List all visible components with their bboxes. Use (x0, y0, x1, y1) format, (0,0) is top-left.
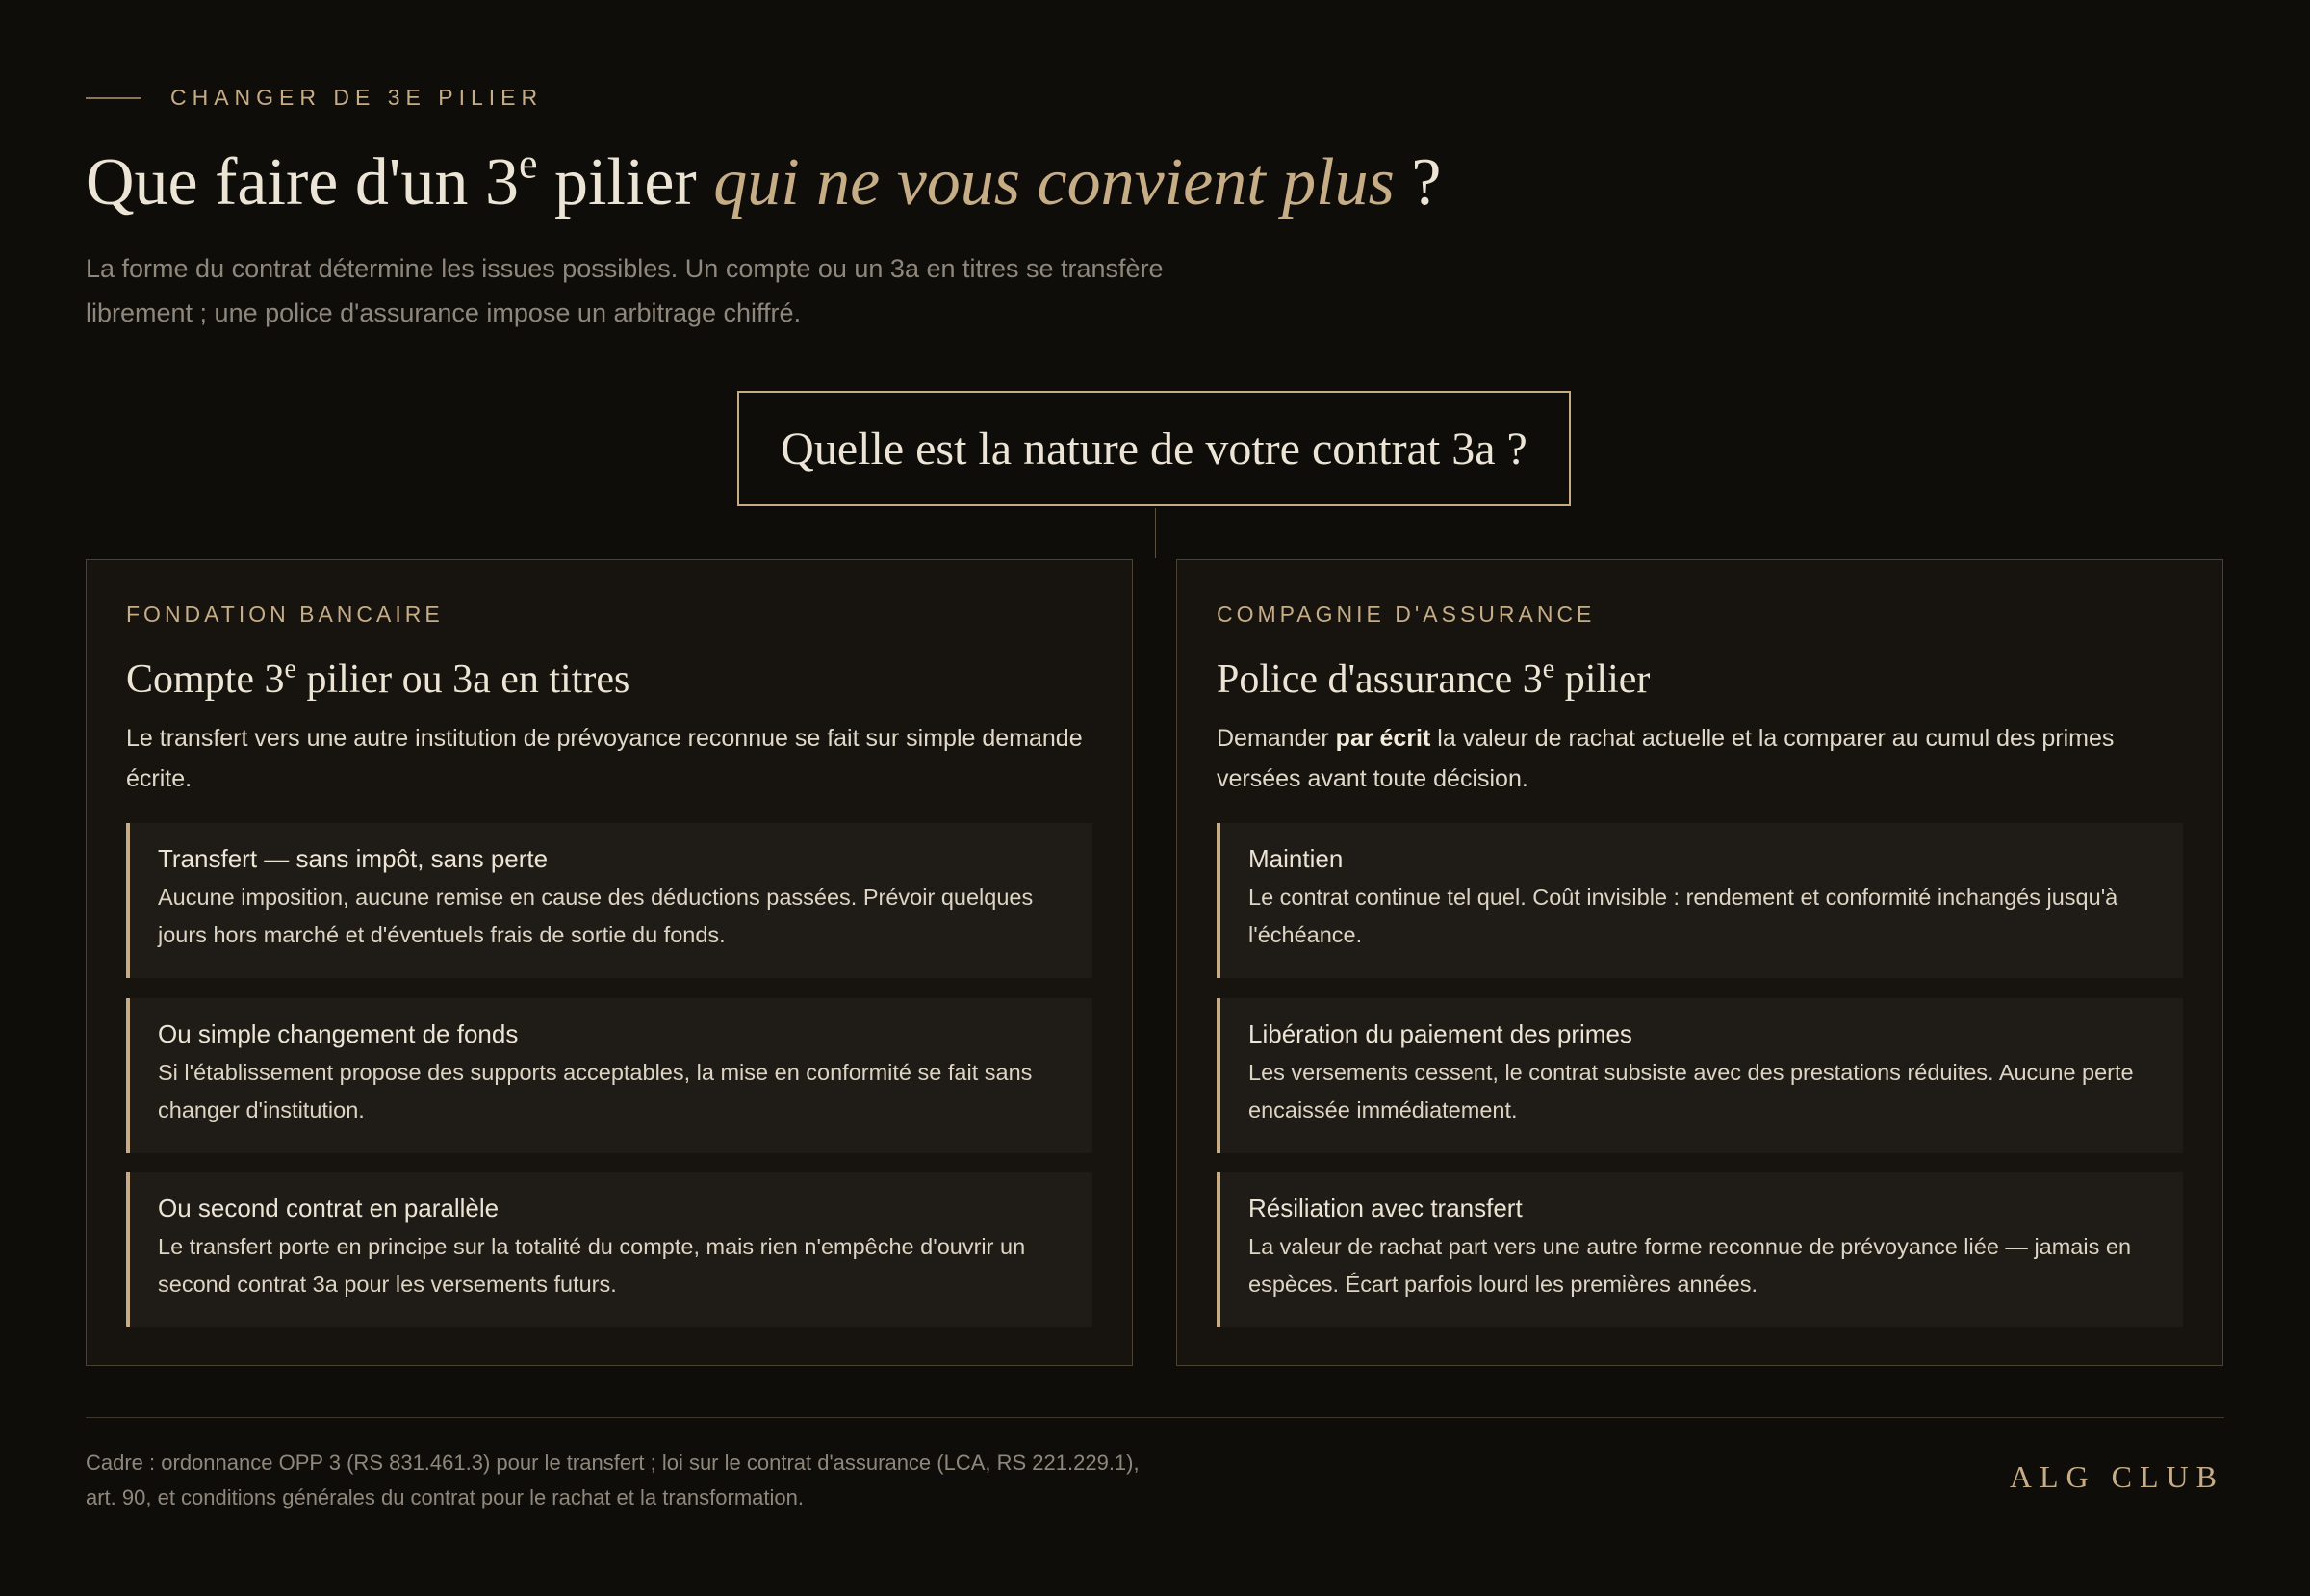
panel-title (126, 656, 629, 703)
title-superscript: e (518, 140, 538, 188)
option-description: La valeur de rachat part vers une autre forme reconnue de prévoyance liée — jamais en espèces. Écart parfois lourd les premières années. (1248, 1234, 2132, 1297)
footer-divider (86, 1417, 2224, 1418)
option-title: Ou simple changement de fonds (158, 1019, 519, 1048)
panel-title-superscript: e (284, 654, 296, 684)
option-card (126, 1172, 1092, 1327)
option-title: Résiliation avec transfert (1248, 1194, 1523, 1223)
eyebrow-rule (86, 97, 141, 99)
option-card (126, 823, 1092, 978)
eyebrow (86, 85, 543, 111)
option-card (1217, 998, 2183, 1153)
panel-title-tail: pilier ou 3a en titres (295, 657, 630, 702)
panel-kicker: COMPAGNIE D'ASSURANCE (1217, 602, 1596, 627)
option-description: Le transfert porte en principe sur la totalité du compte, mais rien n'empêche d'ouvrir un second contrat 3a pour les versements futurs. (158, 1234, 1026, 1297)
title-tail: ? (1394, 145, 1442, 219)
intro-text-post: la valeur de rachat actuelle et la comparer au cumul des primes versées avant toute décision. (1217, 725, 2115, 792)
eyebrow-label: CHANGER DE 3E PILIER (170, 85, 544, 110)
panel-bank-foundation (86, 559, 1133, 1366)
option-description: Aucune imposition, aucune remise en cause des déductions passées. Prévoir quelques jours hors marché et d'éventuels frais de sortie du fonds. (158, 885, 1034, 947)
option-title: Libération du paiement des primes (1248, 1019, 1632, 1048)
intro-text-pre: Demander (1217, 725, 1336, 752)
brand-logo: ALG CLUB (2009, 1459, 2224, 1494)
panel-title-tail: pilier (1554, 657, 1651, 702)
title-mid: pilier (537, 145, 714, 219)
panel-title (1217, 656, 1650, 703)
panel-intro: Le transfert vers une autre institution de prévoyance reconnue se fait sur simple demande écrite. (126, 725, 1083, 792)
page-title (86, 140, 1442, 221)
option-title: Transfert — sans impôt, sans perte (158, 844, 549, 873)
title-lead: Que faire d'un 3 (86, 145, 519, 219)
panel-insurance-company (1176, 559, 2223, 1366)
connector-line (1155, 508, 1156, 558)
footer-note: Cadre : ordonnance OPP 3 (RS 831.461.3) pour le transfert ; loi sur le contrat d'assurance (LCA, RS 221.229.1), art. 90, et conditions générales du contrat pour le rachat et la transformation. (86, 1451, 1140, 1509)
panel-title-lead: Police d'assurance 3 (1217, 657, 1543, 702)
option-card (1217, 823, 2183, 978)
option-description: Les versements cessent, le contrat subsiste avec des prestations réduites. Aucune perte encaissée immédiatement. (1248, 1060, 2134, 1122)
option-card (126, 998, 1092, 1153)
panel-kicker: FONDATION BANCAIRE (126, 602, 444, 627)
option-card (1217, 1172, 2183, 1327)
question-box: Quelle est la nature de votre contrat 3a ? (737, 391, 1571, 506)
panel-title-superscript: e (1542, 654, 1555, 684)
title-emphasis: qui ne vous convient plus (713, 145, 1395, 219)
option-title: Ou second contrat en parallèle (158, 1194, 500, 1223)
option-description: Si l'établissement propose des supports acceptables, la mise en conformité se fait sans changer d'institution. (158, 1060, 1033, 1122)
page-lede: La forme du contrat détermine les issues possibles. Un compte ou un 3a en titres se transfère librement ; une police d'assurance impose un arbitrage chiffré. (86, 254, 1164, 327)
panel-intro (1217, 718, 2179, 799)
intro-text-bold: par écrit (1335, 725, 1431, 752)
panel-title-lead: Compte 3 (126, 657, 285, 702)
option-title: Maintien (1248, 844, 1344, 873)
option-description: Le contrat continue tel quel. Coût invisible : rendement et conformité inchangés jusqu'à l'échéance. (1248, 885, 2118, 947)
